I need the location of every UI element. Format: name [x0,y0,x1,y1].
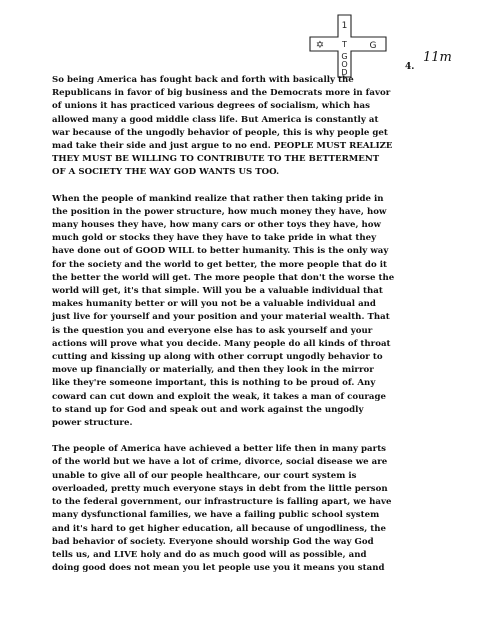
text-line: makes humanity better or will you not be a valuable individual and [52,299,376,310]
handwritten-note: 11m [423,50,452,65]
text-line: Republicans in favor of big business and the Democrats more in favor [52,88,391,99]
text-line: just live for yourself and your position and your material wealth. That [52,312,390,323]
text-line: mad take their side and just argue to no end. PEOPLE MUST REALIZE [52,141,393,152]
paragraph [52,443,472,575]
text-line: world will get, it's that simple. Will you be a valuable individual that [52,286,383,297]
cross-letter-right: G [369,41,377,51]
text-line: the better the world will get. The more people that don't the worse the [52,272,395,283]
text-line: the position in the power structure, how much money they have, how [52,206,387,217]
text-line: power structure. [52,418,133,429]
text-line: like they're someone important, this is nothing to be proud of. Any [52,378,376,389]
cross-letter-d: D [341,68,348,77]
text-line: move up financially or materially, and then they look in the mirror [52,365,374,376]
text-line: tells us, and LIVE holy and do as much good will as possible, and [52,549,367,560]
text-line: to stand up for God and speak out and work against the ungodly [52,404,364,415]
cross-letter-o: O [341,60,348,69]
text-line: much gold or stocks they have they have to take pride in what they [52,233,377,244]
text-line: bad behavior of society. Everyone should worship God the way God [52,536,374,547]
text-line: actions will prove what you decide. Many people do all kinds of throat [52,338,391,349]
text-line: is the question you and everyone else has to ask yourself and your [52,325,373,336]
cross-letter-t: T [342,40,347,49]
cross-letter-g: G [341,52,348,61]
text-line: to the federal government, our infrastructure is falling apart, we have [52,497,392,508]
text-line: many dysfunctional families, we have a failing public school system [52,510,380,521]
cross-letter-top: 1 [341,21,348,31]
text-line: have done out of GOOD WILL to better humanity. This is the only way [52,246,389,257]
text-line: allowed many a good middle class life. But America is constantly at [52,114,379,125]
page-number: 4. [405,62,415,72]
text-line: coward can cut down and exploit the weak, it takes a man of courage [52,391,387,402]
text-line: cutting and kissing up along with other corrupt ungodly behavior to [52,352,383,363]
paragraph [52,193,472,431]
star-of-david-icon: ✡ [315,40,325,51]
text-line: of unions it has practiced various degrees of socialism, which has [52,101,370,112]
text-line: for the society and the world to get better, the more people that do it [52,259,387,270]
text-line: unable to give all of our people healthcare, our court system is [52,470,357,481]
text-line: and it's hard to get higher education, all because of ungodliness, the [52,523,387,534]
text-line: THEY MUST BE WILLING TO CONTRIBUTE TO THE BETTERMENT [52,154,380,165]
text-line: The people of America have achieved a better life then in many parts [52,444,387,455]
cross-emblem [308,14,390,78]
paragraph [52,74,472,180]
text-line: war because of the ungodly behavior of people, this is why people get [52,127,388,138]
text-line: of the world but we have a lot of crime, divorce, social disease we are [52,457,388,468]
text-line: many houses they have, how many cars or other toys they have, how [52,220,381,231]
body-text [52,74,472,575]
text-line: OF A SOCIETY THE WAY GOD WANTS US TOO. [52,167,280,178]
text-line: When the people of mankind realize that rather then taking pride in [52,193,384,204]
text-line: overloaded, pretty much everyone stays in debt from the little person [52,483,388,494]
text-line: doing good does not mean you let people use you it means you stand [52,563,385,574]
text-line: So being America has fought back and forth with basically the [52,75,354,85]
